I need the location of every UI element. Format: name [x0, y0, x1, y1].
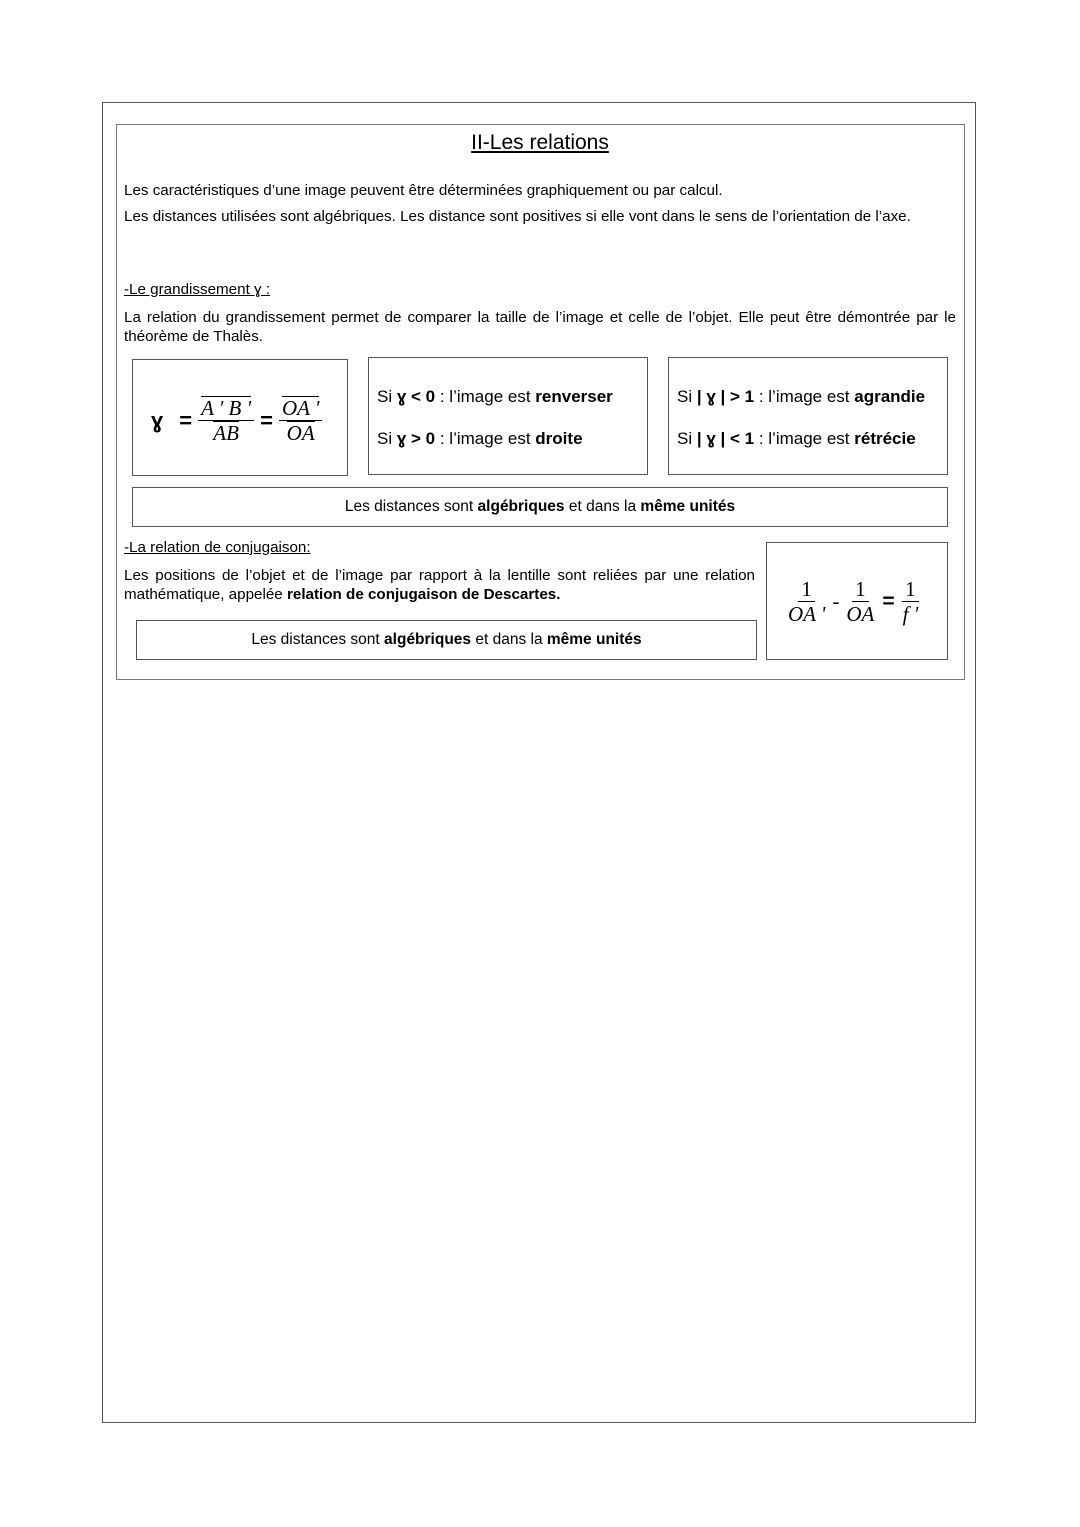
equals-sign-2: = [260, 407, 273, 433]
grandissement-text: La relation du grandissement permet de comparer la taille de l’image et celle de l’objet. Elle peut être démontrée par le théorème de Thalès. [124, 309, 956, 345]
intro-paragraph-2: Les distances utilisées sont algébriques. Les distance sont positives si elle vont dans le sens de l’orientation de l’axe. [124, 208, 911, 225]
conjugaison-formula-box [766, 542, 948, 660]
grandissement-heading: -Le grandissement ɣ : [124, 281, 271, 298]
conjugaison-note-box [136, 620, 757, 660]
grandissement-formula-box [132, 359, 348, 476]
fraction-one-over-oa: $\frac{1}{OA}$ [846, 577, 875, 626]
fraction-one-over-f-prime: $\frac{1}{f '}$ [902, 577, 919, 626]
sign-positive-line: Si ɣ > 0 : l’image est droite [377, 429, 583, 448]
conjugaison-heading: -La relation de conjugaison: [124, 539, 311, 556]
conjugaison-text: Les positions de l’objet et de l’image par rapport à la lentille sont reliées par une relation mathématique, appelée relation de conjugaison de Descartes. [124, 567, 755, 603]
grandissement-note: Les distances sont algébriques et dans la même unités [344, 498, 736, 515]
gamma-symbol: ɣ [151, 407, 164, 433]
denominator-oa: OA [286, 421, 315, 445]
sign-negative-line: Si ɣ < 0 : l’image est renverser [377, 387, 613, 406]
magnitude-condition-box [668, 357, 948, 475]
equals-sign: = [179, 407, 193, 433]
denominator-ab: AB [213, 421, 239, 445]
conjugaison-formula [785, 577, 921, 626]
grandissement-note-box [132, 487, 948, 527]
numerator-oa-prime: OA ' [281, 396, 320, 420]
minus-sign: - [832, 589, 840, 613]
magnitude-less-line: Si | ɣ | < 1 : l’image est rétrécie [677, 429, 916, 448]
fraction-ab [198, 396, 254, 445]
fraction-oa [279, 396, 322, 445]
equals-sign-conj: = [882, 589, 895, 613]
conjugaison-note: Les distances sont algébriques et dans la même unités [251, 631, 642, 648]
fraction-one-over-oa-prime: $\frac{1}{OA '}$ [788, 577, 826, 626]
section-title: II-Les relations [471, 131, 609, 154]
grandissement-formula [151, 396, 322, 445]
sign-condition-box [368, 357, 648, 475]
magnitude-greater-line: Si | ɣ | > 1 : l’image est agrandie [677, 387, 926, 406]
numerator-a-prime-b-prime: A ' B ' [201, 396, 252, 420]
intro-paragraph-1: Les caractéristiques d’une image peuvent être déterminées graphiquement ou par calcul. [124, 182, 723, 199]
